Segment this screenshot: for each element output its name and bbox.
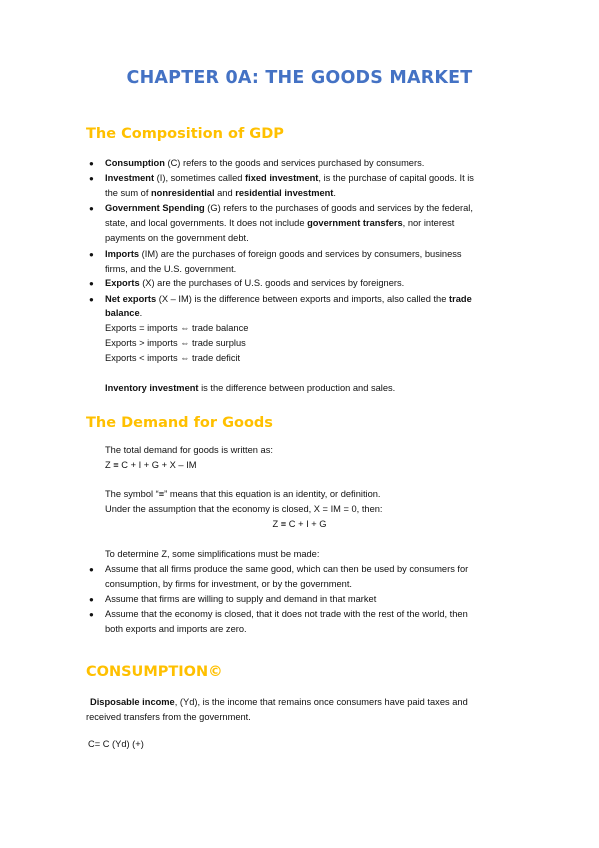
section-heading-composition: The Composition of GDP	[86, 126, 284, 142]
assumption-same-good: Assume that all firms produce the same good, which can then be used by consumers for	[105, 564, 469, 574]
bullet-icon: ●	[89, 174, 94, 183]
simplifications-intro: To determine Z, some simplifications must be made:	[105, 549, 320, 559]
bullet-icon: ●	[89, 610, 94, 619]
government-definition: Government Spending (G) refers to the purchases of goods and services by the federal,	[105, 203, 473, 213]
demand-equation: Z ≡ C + I + G + X – IM	[105, 460, 197, 470]
net-exports-definition: Net exports (X – IM) is the difference between exports and imports, also called the trade	[105, 294, 472, 304]
bullet-icon: ●	[89, 250, 94, 259]
bullet-icon: ●	[89, 279, 94, 288]
disposable-income-definition-line2: received transfers from the government.	[86, 712, 251, 722]
page-title: CHAPTER 0A: THE GOODS MARKET	[126, 68, 473, 88]
assumption-same-good-line2: consumption, by firms for investment, or by the government.	[105, 579, 352, 589]
assumption-supply-demand: Assume that firms are willing to supply and demand in that market	[105, 594, 377, 604]
bullet-icon: ●	[89, 204, 94, 213]
government-definition-line3: payments on the government debt.	[105, 233, 249, 243]
demand-intro: The total demand for goods is written as:	[105, 445, 273, 455]
bullet-icon: ●	[89, 295, 94, 304]
imports-definition-line2: firms, and the U.S. government.	[105, 264, 237, 274]
exports-definition: Exports (X) are the purchases of U.S. goods and services by foreigners.	[105, 278, 405, 288]
section-heading-demand: The Demand for Goods	[86, 415, 273, 431]
consumption-definition: Consumption (C) refers to the goods and services purchased by consumers.	[105, 158, 425, 168]
assumption-closed-economy: Assume that the economy is closed, that it does not trade with the rest of the world, then	[105, 609, 468, 619]
trade-balance-line: Exports = imports ⇔ trade balance	[105, 323, 249, 333]
net-exports-definition-line2: balance.	[105, 308, 143, 318]
investment-definition: Investment (I), sometimes called fixed investment, is the purchase of capital goods. It is	[105, 173, 474, 183]
identity-note: The symbol “≡” means that this equation is an identity, or definition.	[105, 489, 381, 499]
bullet-icon: ●	[89, 595, 94, 604]
bullet-icon: ●	[89, 565, 94, 574]
consumption-function: C= C (Yd) (+)	[88, 739, 144, 749]
trade-surplus-line: Exports > imports ⇔ trade surplus	[105, 338, 246, 348]
government-definition-line2: state, and local governments. It does not include government transfers, nor interest	[105, 218, 455, 228]
closed-economy-note: Under the assumption that the economy is closed, X = IM = 0, then:	[105, 504, 383, 514]
trade-deficit-line: Exports < imports ⇔ trade deficit	[105, 353, 241, 363]
inventory-investment-definition: Inventory investment is the difference between production and sales.	[105, 383, 396, 393]
disposable-income-definition: Disposable income, (Yd), is the income that remains once consumers have paid taxes and	[90, 697, 468, 707]
assumption-closed-economy-line2: both exports and imports are zero.	[105, 624, 247, 634]
bullet-icon: ●	[89, 159, 94, 168]
section-heading-consumption: CONSUMPTION©	[86, 664, 223, 680]
closed-economy-equation: Z ≡ C + I + G	[272, 519, 327, 529]
investment-definition-line2: the sum of nonresidential and residential investment.	[105, 188, 336, 198]
imports-definition: Imports (IM) are the purchases of foreign goods and services by consumers, business	[105, 249, 462, 259]
